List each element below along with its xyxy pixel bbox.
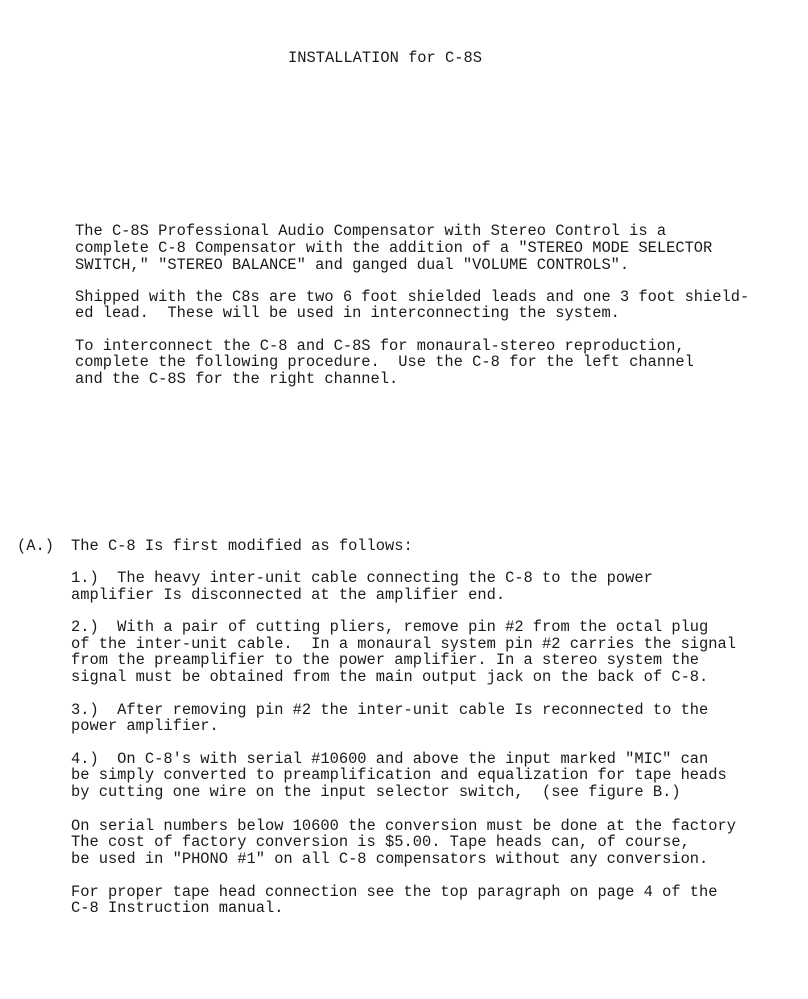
text-line: 2.) With a pair of cutting pliers, remove pin #2 from the octal plug xyxy=(71,618,709,636)
text-line: ed lead. These will be used in interconnecting the system. xyxy=(75,304,620,322)
text-line: 3.) After removing pin #2 the inter-unit cable Is reconnected to the xyxy=(71,701,709,719)
text-line: The C-8S Professional Audio Compensator with Stereo Control is a xyxy=(75,222,667,240)
section-heading: The C-8 Is first modified as follows: xyxy=(71,537,413,555)
text-line: For proper tape head connection see the top paragraph on page 4 of the xyxy=(71,883,718,901)
text-line: Shipped with the C8s are two 6 foot shielded leads and one 3 foot shield- xyxy=(75,288,750,306)
text-line: 1.) The heavy inter-unit cable connecting the C-8 to the power xyxy=(71,569,653,587)
text-line: To interconnect the C-8 and C-8S for monaural-stereo reproduction, xyxy=(75,337,685,355)
text-line: and the C-8S for the right channel. xyxy=(75,370,399,388)
section-label: (A.) xyxy=(17,537,54,555)
text-line: of the inter-unit cable. In a monaural system pin #2 carries the signal xyxy=(71,635,736,653)
text-line: C-8 Instruction manual. xyxy=(71,899,284,917)
page-title: INSTALLATION for C-8S xyxy=(288,49,482,67)
text-line: be simply converted to preamplification and equalization for tape heads xyxy=(71,766,727,784)
text-line: SWITCH," "STEREO BALANCE" and ganged dual "VOLUME CONTROLS". xyxy=(75,256,630,274)
text-line: 4.) On C-8's with serial #10600 and above the input marked "MIC" can xyxy=(71,750,709,768)
text-line: be used in "PHONO #1" on all C-8 compensators without any conversion. xyxy=(71,850,709,868)
text-line: On serial numbers below 10600 the conversion must be done at the factory xyxy=(71,817,736,835)
text-line: signal must be obtained from the main output jack on the back of C-8. xyxy=(71,668,709,686)
text-line: by cutting one wire on the input selector switch, (see figure B.) xyxy=(71,783,681,801)
text-line: complete the following procedure. Use the C-8 for the left channel xyxy=(75,353,694,371)
text-line: amplifier Is disconnected at the amplifier end. xyxy=(71,586,506,604)
text-line: The cost of factory conversion is $5.00. Tape heads can, of course, xyxy=(71,833,690,851)
text-line: complete C-8 Compensator with the addition of a "STEREO MODE SELECTOR xyxy=(75,239,713,257)
text-line: from the preamplifier to the power amplifier. In a stereo system the xyxy=(71,651,700,669)
text-line: power amplifier. xyxy=(71,717,219,735)
